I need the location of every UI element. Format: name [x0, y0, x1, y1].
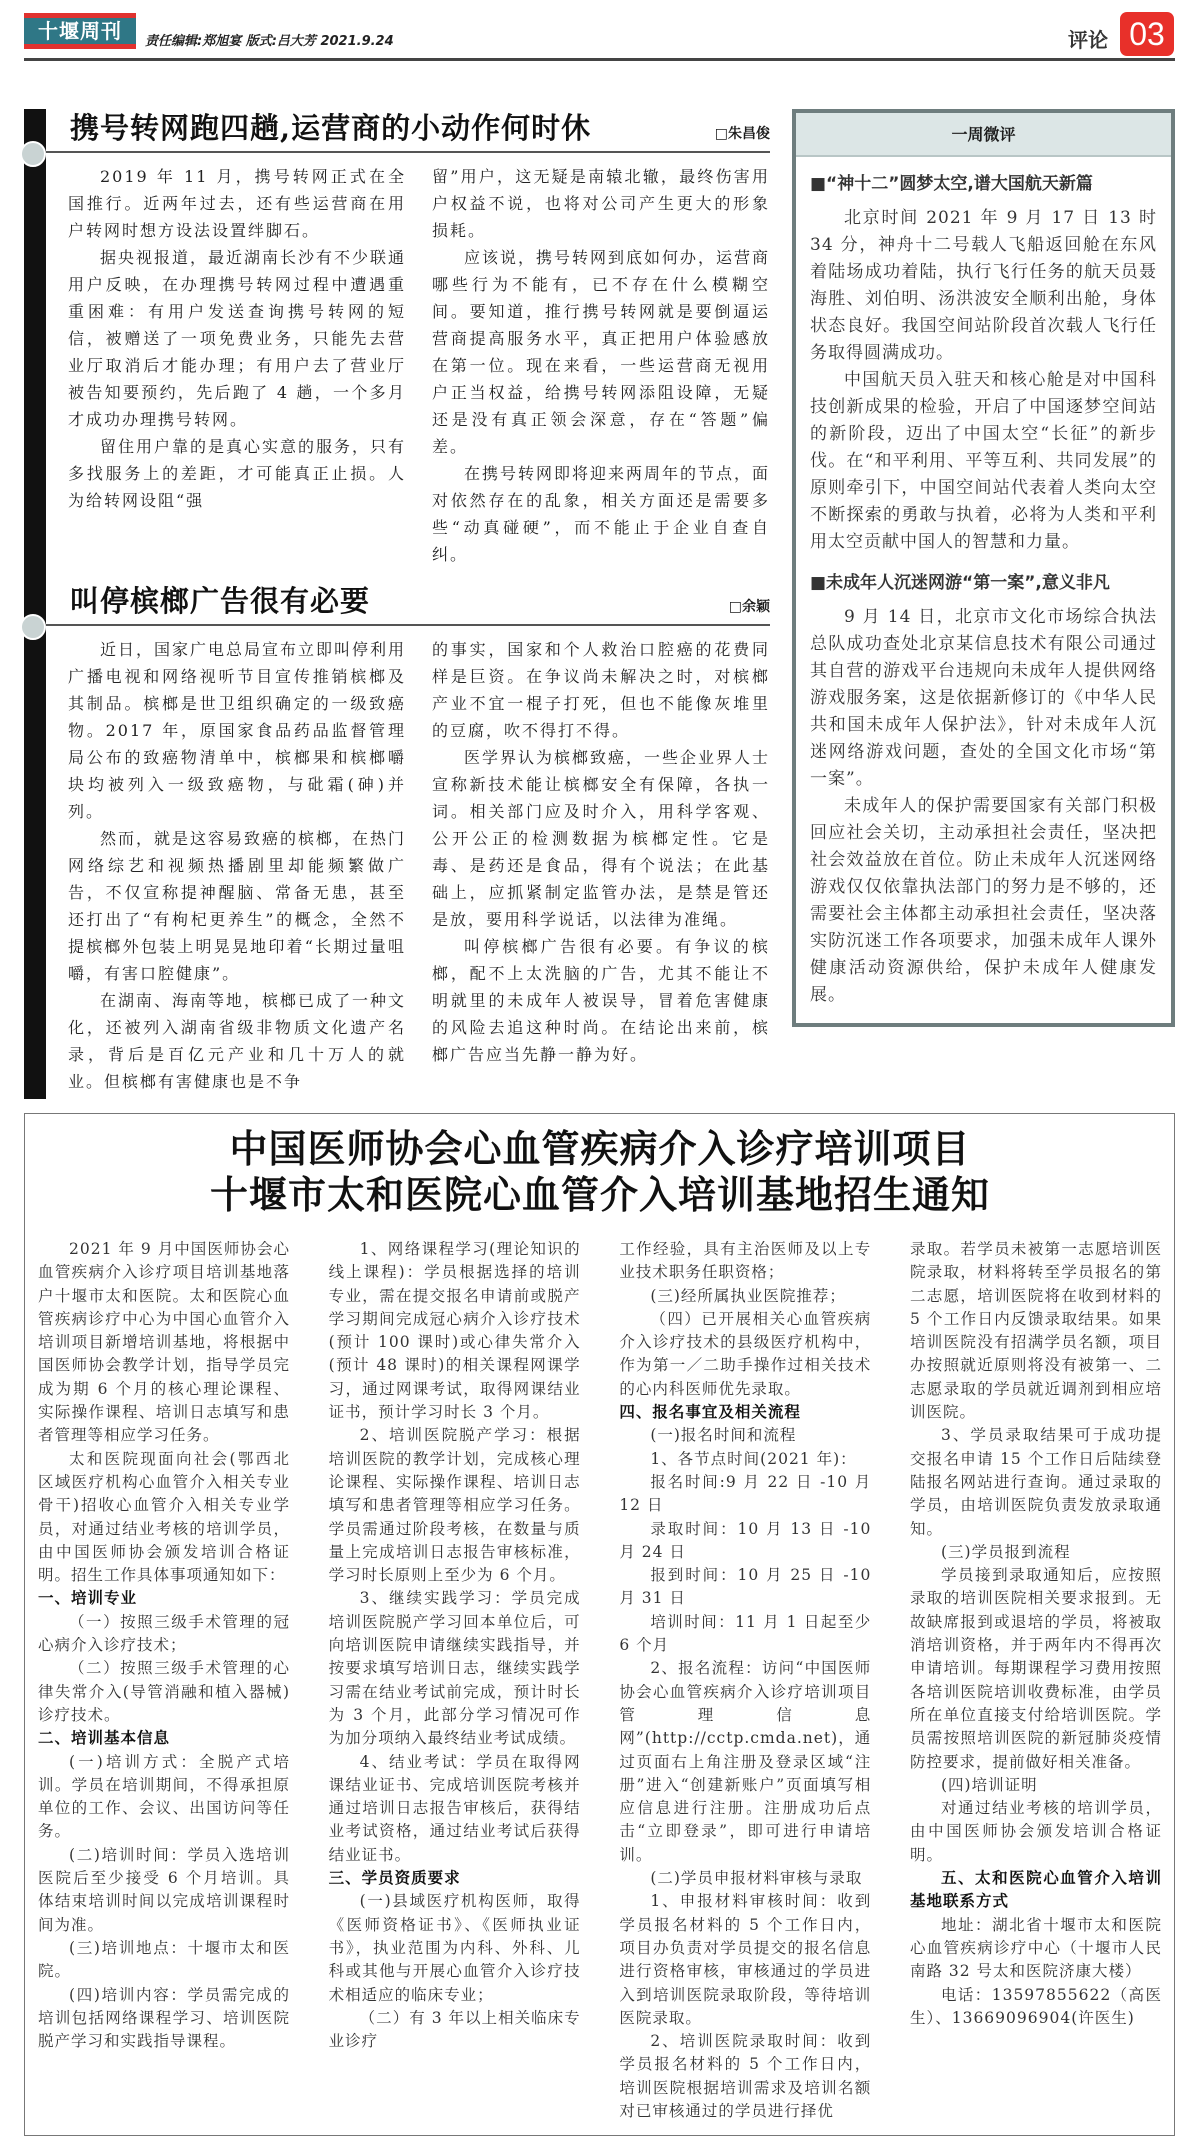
- paragraph: 未成年人的保护需要国家有关部门积极回应社会关切，主动承担社会责任，坚决把社会效益放在首位。防止未成年人沉迷网络游戏仅仅依靠执法部门的努力是不够的，还需要社会主体都主动承担社会责任，坚决落实防沉迷工作各项要求，加强未成年人课外健康活动资源供给，保护未成年人健康发展。: [810, 796, 1157, 1005]
- paragraph: (三)学员报到流程: [940, 1542, 1071, 1561]
- section-heading: 三、学员资质要求: [328, 1869, 461, 1888]
- paragraph: 叫停槟榔广告很有必要。有争议的槟榔，配不上太洗脑的广告，尤其不能让不明就里的未成年人被误导，冒着危害健康的风险去追这种时尚。在结论出来前，槟榔广告应当先静一静为好。: [432, 937, 770, 1064]
- article2-title: 叫停槟榔广告很有必要: [70, 584, 371, 618]
- paragraph: 录取时间：10 月 13 日 -10 月 24 日: [619, 1519, 872, 1561]
- paragraph: (二)学员申报材料审核与录取: [650, 1869, 863, 1888]
- section-heading: 五、太和医院心血管介入培训基地联系方式: [909, 1869, 1162, 1911]
- paragraph: 然而，就是这容易致癌的槟榔，在热门网络综艺和视频热播剧里却能频繁做广告，不仅宣称提神醒脑、常备无患，甚至还打出了“有枸杞更养生”的概念，全然不提槟榔外包装上明晃晃地印着“长期过量咀嚼，有害口腔健康”。: [68, 829, 407, 983]
- paragraph: 报到时间：10 月 25 日 -10 月 31 日: [619, 1566, 872, 1608]
- paragraph: （二）按照三级手术管理的心律失常介入(导管消融和植入器械)诊疗技术。: [38, 1659, 290, 1724]
- paragraph: （一）按照三级手术管理的冠心病介入诊疗技术；: [38, 1612, 290, 1655]
- paragraph: 在携号转网即将迎来两周年的节点，面对依然存在的乱象，相关方面还是需要多些“动真碰硬”，而不能止于企业自查自纠。: [432, 464, 771, 564]
- top-section: [24, 109, 1175, 1099]
- newspaper-logo: 十堰周刊: [24, 13, 136, 49]
- paragraph: 3、学员录取结果可于成功提交报名申请 15 个工作日后陆续登陆报名网站进行查询。通过录取的学员，由培训医院负责发放录取通知。: [909, 1426, 1162, 1538]
- paragraph: 应该说，携号转网到底如何办，运营商哪些行为不能有，已不存在什么模糊空间。要知道，推行携号转网就是要倒逼运营商提高服务水平，真正把用户体验感放在第一位。现在来看，一些运营商无视用户正当权益，给携号转网添阻设障，无疑还是没有真正领会深意，存在“答题”偏差。: [432, 248, 771, 456]
- article2-column: [432, 636, 770, 1095]
- paragraph: 9 月 14 日，北京市文化市场综合执法总队成功查处北京某信息技术有限公司通过其自营的游戏平台违规向未成年人提供网络游戏服务案，这是依据新修订的《中华人民共和国未成年人保护法》，针对未成年人沉迷网络游戏问题，查处的全国文化市场“第一案”。: [810, 607, 1157, 789]
- paragraph: 2、报名流程：访问“中国医师协会心血管疾病介入诊疗培训项目管理信息网”(http://cctp.cmda.net)，通过页面右上角注册及登录区域“注册”进入“创建新账户”页面填写相应信息进行注册。注册成功后点击“立即登录”，即可进行申请培训。: [619, 1659, 872, 1864]
- paragraph: （四）已开展相关心血管疾病介入诊疗技术的县级医疗机构中，作为第一／二助手操作过相关技术的心内科医师优先录取。: [619, 1309, 872, 1398]
- paragraph: (一)培训方式：全脱产式培训。学员在培训期间，不得承担原单位的工作、会议、出国访问等任务。: [38, 1752, 290, 1841]
- article1-title: 携号转网跑四趟,运营商的小动作何时休: [70, 111, 592, 145]
- paragraph: 留”用户，这无疑是南辕北辙，最终伤害用户权益不说，也将对公司产生更大的形象损耗。: [432, 167, 770, 240]
- article2: [46, 582, 770, 1095]
- article2-title-row: [46, 582, 770, 626]
- circle-marker-icon: [20, 614, 46, 640]
- paragraph: 培训时间：11 月 1 日起至少 6 个月: [619, 1612, 872, 1655]
- left-accent-bar: [24, 109, 770, 1099]
- paragraph: 2、培训医院录取时间：收到学员报名材料的 5 个工作日内，培训医院根据培训需求及培训名额对已审核通过的学员进行择优: [619, 2032, 872, 2120]
- paragraph: (一)报名时间和流程: [650, 1426, 797, 1445]
- paragraph: (二)培训时间：学员入选培训医院后至少接受 6 个月培训。具体结束培训时间以完成培训课程时间为准。: [38, 1845, 290, 1934]
- article2-author: □余颖: [728, 599, 770, 615]
- article1-column: [68, 163, 406, 568]
- section-heading: 二、培训基本信息: [38, 1729, 171, 1748]
- paragraph: 的事实，国家和个人救治口腔癌的花费同样是巨资。在争议尚未解决之时，对槟榔产业不宜一棍子打死，但也不能像灰堆里的豆腐，吹不得打不得。: [432, 640, 770, 740]
- paragraph: (三)培训地点：十堰市太和医院。: [38, 1938, 290, 1981]
- article2-column: [68, 636, 406, 1095]
- page-number-badge: 03: [1120, 12, 1174, 56]
- paragraph: 留住用户靠的是真心实意的服务，只有多找服务上的差距，才可能真正止损。人为给转网设阻“强: [68, 437, 407, 510]
- paragraph: 3、继续实践学习：学员完成培训医院脱产学习回本单位后，可向培训医院申请继续实践指导，并按要求填写培训日志，继续实践学习需在结业考试前完成，预计时长为 3 个月，此部分学习情况可作为加分项纳入最终结业考试成绩。: [328, 1589, 581, 1748]
- notice-title-line1: 中国医师协会心血管疾病介入诊疗培训项目: [229, 1126, 971, 1171]
- recruitment-notice: [24, 1113, 1175, 2136]
- notice-column: [619, 1238, 871, 2123]
- sidebar-item-heading: ■“神十二”圆梦太空,谱大国航天新篇: [810, 174, 1093, 194]
- paragraph: 中国航天员入驻天和核心舱是对中国科技创新成果的检验，开启了中国逐梦空间站的新阶段，迈出了中国太空“长征”的新步伐。在“和平利用、平等互利、共同发展”的原则牵引下，中国空间站代表着人类向太空不断探索的勇敢与执着，必将为人类和平利用太空贡献中国人的智慧和力量。: [810, 370, 1157, 552]
- section-heading: 一、培训专业: [38, 1589, 138, 1608]
- article1-column: [432, 163, 770, 568]
- sidebar-title: 一周微评: [796, 113, 1171, 157]
- sidebar-item-heading: ■未成年人沉迷网游“第一案”,意义非凡: [810, 573, 1110, 593]
- sidebar-item: [796, 556, 1171, 1009]
- paragraph: (四)培训内容：学员需完成的培训包括网络课程学习、培训医院脱产学习和实践指导课程。: [38, 1985, 290, 2051]
- paragraph: 据央视报道，最近湖南长沙有不少联通用户反映，在办理携号转网过程中遭遇重重困难：有用户发送查询携号转网的短信，被赠送了一项免费业务，只能先去营业厅取消后才能办理；有用户去了营业厅被告知要预约，先后跑了 4 趟，一个多月才成功办理携号转网。: [68, 248, 407, 429]
- paragraph: 太和医院现面向社会(鄂西北区域医疗机构心血管介入相关专业骨干)招收心血管介入相关专业学员，对通过结业考核的培训学员，由中国医师协会颁发培训合格证明。招生工作具体事项通知如下：: [38, 1449, 290, 1585]
- paragraph: 电话：13597855622（高医生）、13669096904(许医生): [909, 1985, 1162, 2027]
- article1: [46, 109, 770, 568]
- paragraph: 报名时间:9 月 22 日 -10 月 12 日: [619, 1472, 872, 1515]
- notice-column: [329, 1238, 581, 2123]
- paragraph: 学员接到录取通知后，应按照录取的培训医院相关要求报到。无故缺席报到或退培的学员，将被取消培训资格，并于两年内不得再次申请培训。每期课程学习费用按照各培训医院培训收费标准，由学员所在单位直接支付给培训医院。学员需按照培训医院的新冠肺炎疫情防控要求，提前做好相关准备。: [909, 1566, 1162, 1771]
- paragraph: (四)培训证明: [940, 1775, 1038, 1794]
- editor-info: 责任编辑:郑旭宴 版式:吕大芳 2021.9.24: [145, 34, 394, 49]
- notice-column: [910, 1238, 1162, 2123]
- paragraph: 录取。若学员未被第一志愿培训医院录取，材料将转至学员报名的第二志愿，培训医院将在收到材料的 5 个工作日内反馈录取结果。如果培训医院没有招满学员名额，项目办按照就近原则将没有被第一、二志愿录取的学员就近调剂到相应培训医院。: [909, 1240, 1162, 1422]
- article1-body: [46, 153, 770, 568]
- notice-column: [38, 1238, 290, 2123]
- notice-body: [38, 1238, 1162, 2123]
- article2-body: [46, 626, 770, 1095]
- paragraph: （二）有 3 年以上相关临床专业诊疗: [328, 2008, 581, 2051]
- paragraph: 北京时间 2021 年 9 月 17 日 13 时 34 分，神舟十二号载人飞船返回舱在东风着陆场成功着陆，执行飞行任务的航天员聂海胜、刘伯明、汤洪波安全顺利出舱，身体状态良好。我国空间站阶段首次载人飞行任务取得圆满成功。: [810, 208, 1157, 363]
- paragraph: (一)县域医疗机构医师，取得《医师资格证书》、《医师执业证书》，执业范围为内科、外科、儿科或其他与开展心血管介入诊疗技术相适应的临床专业；: [328, 1892, 581, 2004]
- paragraph: 2、培训医院脱产学习：根据培训医院的教学计划，完成核心理论课程、实际操作课程、培训日志填写和患者管理等相应学习任务。学员需通过阶段考核，在数量与质量上完成培训日志报告审核标准，学习时长原则上至少为 6 个月。: [328, 1426, 581, 1585]
- paragraph: 2021 年 9 月中国医师协会心血管疾病介入诊疗项目培训基地落户十堰市太和医院。太和医院心血管疾病诊疗中心为中国心血管介入培训项目新增培训基地，将根据中国医师协会教学计划，指导学员完成为期 6 个月的核心理论课程、实际操作课程、培训日志填写和患者管理等相应学习任务。: [38, 1240, 290, 1445]
- paragraph: 地址：湖北省十堰市太和医院心血管疾病诊疗中心（十堰市人民南路 32 号太和医院济康大楼）: [909, 1915, 1162, 1981]
- sidebar-item-body: [810, 604, 1157, 1009]
- weekly-commentary-box: [792, 109, 1175, 1027]
- paragraph: 1、各节点时间(2021 年)：: [650, 1449, 857, 1468]
- sidebar-item-body: [810, 205, 1157, 556]
- paragraph: 医学界认为槟榔致癌，一些企业界人士宣称新技术能让槟榔安全有保障，各执一词。相关部门应及时介入，用科学客观、公开公正的检测数据为槟榔定性。它是毒、是药还是食品，得有个说法；在此基础上，应抓紧制定监管办法，是禁是管还是放，要用科学说话，以法律为准绳。: [432, 748, 771, 929]
- paragraph: 对通过结业考核的培训学员，由中国医师协会颁发培训合格证明。: [909, 1799, 1162, 1864]
- section-label: 评论: [1068, 28, 1108, 52]
- circle-marker-icon: [20, 141, 46, 167]
- paragraph: 4、结业考试：学员在取得网课结业证书、完成培训医院考核并通过培训日志报告审核后，获得结业考试资格，通过结业考试后获得结业证书。: [328, 1752, 581, 1864]
- paragraph: (三)经所属执业医院推荐；: [650, 1286, 846, 1305]
- paragraph: 工作经验，具有主治医师及以上专业技术职务任职资格；: [619, 1240, 872, 1282]
- paragraph: 1、申报材料审核时间：收到学员报名材料的 5 个工作日内，项目办负责对学员提交的报名信息进行资格审核，审核通过的学员进入到培训医院录取阶段，等待培训医院录取。: [619, 1892, 872, 2027]
- paragraph: 1、网络课程学习(理论知识的线上课程)：学员根据选择的培训专业，需在提交报名申请前或脱产学习期间完成冠心病介入诊疗技术(预计 100 课时)或心律失常介入(预计 48 课时)的相关课程网课学习，通过网课考试，取得网课结业证书，预计学习时长 3 个月。: [328, 1240, 581, 1422]
- article1-title-row: [46, 109, 770, 153]
- paragraph: 近日，国家广电总局宣布立即叫停利用广播电视和网络视听节目宣传推销槟榔及其制品。槟榔是世卫组织确定的一级致癌物。2017 年，原国家食品药品监督管理局公布的致癌物清单中，槟榔果和槟榔嚼块均被列入一级致癌物，与砒霜(砷)并列。: [68, 640, 407, 821]
- paragraph: 在湖南、海南等地，槟榔已成了一种文化，还被列入湖南省级非物质文化遗产名录，背后是百亿元产业和几十万人的就业。但槟榔有害健康也是不争: [68, 991, 407, 1091]
- article1-author: □朱昌俊: [714, 126, 770, 142]
- sidebar-item: [796, 157, 1171, 556]
- section-heading: 四、报名事宜及相关流程: [619, 1403, 801, 1422]
- paragraph: 2019 年 11 月，携号转网正式在全国推行。近两年过去，还有些运营商在用户转网时想方设法设置绊脚石。: [68, 167, 406, 240]
- notice-title-line2: 十堰市太和医院心血管介入培训基地招生通知: [209, 1172, 990, 1217]
